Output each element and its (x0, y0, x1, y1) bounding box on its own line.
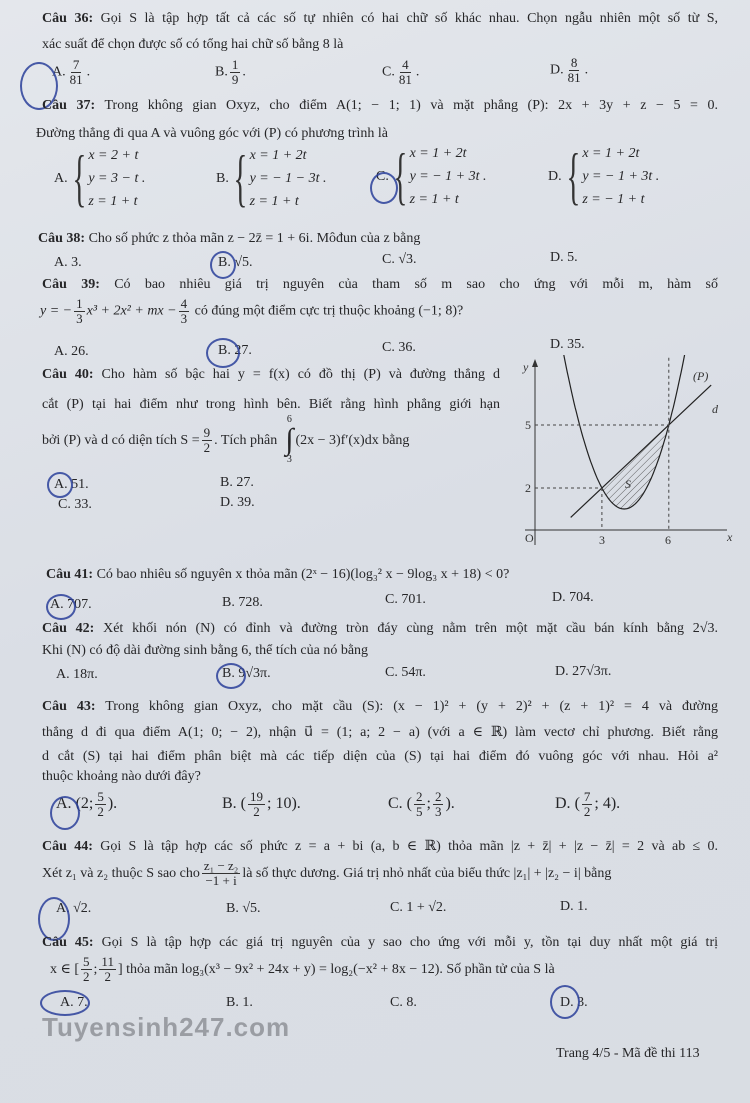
q40-option-c[interactable]: C. 33. (58, 497, 92, 512)
q41-option-b[interactable]: B. 728. (222, 595, 263, 610)
hand-circle-mark (216, 663, 246, 689)
hand-circle-mark (50, 796, 80, 830)
hand-circle-mark (206, 338, 240, 368)
q39-formula: y = − $\frac{1}{3}$ x³ + 2x² + mx − $\frac{4}{3}$ có đúng một điểm cực trị thuộc khoảng (−1; 8)? (40, 296, 464, 326)
q36-option-c[interactable]: C. $\frac{4}{81}$ . (382, 57, 420, 87)
q44-option-d[interactable]: D. 1. (560, 899, 588, 914)
q43-option-c[interactable]: C. ( $\frac{2}{5}$ ; $\frac{2}{3}$ ). (388, 789, 455, 819)
q42-option-b[interactable]: B. 9√3π. (222, 666, 271, 681)
hand-circle-mark (46, 594, 76, 620)
hand-circle-mark (370, 172, 398, 204)
q36-option-b[interactable]: B. $\frac{1}{9}$ . (215, 57, 246, 87)
x-tick-6: 6 (665, 533, 671, 547)
q36-line2: xác suất để chọn được số có tổng hai chữ số bằng 8 là (42, 37, 344, 52)
watermark: Tuyensinh247.com (42, 1012, 291, 1042)
q44-option-c[interactable]: C. 1 + √2. (390, 900, 447, 915)
q43-option-d[interactable]: D. ( $\frac{7}{2}$ ; 4). (555, 789, 621, 819)
q45-option-c[interactable]: C. 8. (390, 995, 417, 1010)
y-axis-arrow-icon (532, 359, 538, 367)
q45-option-b[interactable]: B. 1. (226, 995, 253, 1010)
q42-line1: Câu 42: Xét khối nón (N) có đỉnh và đường tròn đáy cùng nằm trên một mặt cầu bán kính bằng 2√3. (42, 621, 718, 636)
y-tick-2: 2 (525, 481, 531, 495)
hand-circle-mark (47, 472, 73, 498)
q40-option-d[interactable]: D. 39. (220, 495, 255, 510)
q37-option-c[interactable]: C. { x = 1 + 2t y = − 1 + 3t . z = 1 + t (376, 140, 487, 211)
q44-line2: Xét z₁ và z₂ thuộc S sao cho $\frac{\text{z₁ − z₂}}{-1 + i}$ là số thực dương. Giá trị nhỏ nhất của biểu thức |z₁| + |z₂ − i| bằng (42, 858, 612, 888)
q43-option-a[interactable]: A. (2; $\frac{5}{2}$ ). (56, 789, 118, 819)
x-axis-label: x (727, 530, 733, 544)
q40-line3: bởi (P) và d có diện tích S = $\frac{9}{2}$ . Tích phân 6 ∫ 3 (2x − 3)f′(x)dx bằng (42, 414, 410, 465)
q39-option-d[interactable]: D. 35. (550, 337, 585, 352)
q40-line2: cắt (P) tại hai điểm như trong hình bên. Biết rằng hình phẳng giới hạn (42, 397, 500, 412)
q45-line1: Câu 45: Gọi S là tập hợp các giá trị nguyên của y sao cho ứng với mỗi y, tồn tại duy nhất một giá trị (42, 935, 718, 950)
x-tick-3: 3 (599, 533, 605, 547)
q38-option-b[interactable]: B. √5. (218, 255, 253, 270)
q38-option-c[interactable]: C. √3. (382, 252, 417, 267)
q40-option-b[interactable]: B. 27. (220, 475, 254, 490)
q37-line1: Câu 37: Trong không gian Oxyz, cho điểm A(1; − 1; 1) và mặt phẳng (P): 2x + 3y + z − 5 = 0. (42, 98, 718, 113)
q36-label: Câu 36: (42, 11, 94, 26)
q43-line3: d cắt (S) tại hai điểm phân biệt mà các tiếp diện của (S) tại hai điểm đó vuông góc với nhau. Hỏi a² (42, 749, 718, 764)
q40-line1: Câu 40: Cho hàm số bậc hai y = f(x) có đồ thị (P) và đường thẳng d (42, 367, 500, 382)
q39-option-a[interactable]: A. 26. (54, 344, 89, 359)
hand-circle-mark (40, 990, 90, 1016)
y-tick-5: 5 (525, 418, 531, 432)
q37-option-d[interactable]: D. { x = 1 + 2t y = − 1 + 3t . z = − 1 + t (548, 140, 660, 211)
page-footer: Trang 4/5 - Mã đề thi 113 (556, 1046, 700, 1061)
q39-option-c[interactable]: C. 36. (382, 340, 416, 355)
q43-line1: Câu 43: Trong không gian Oxyz, cho mặt cầu (S): (x − 1)² + (y + 2)² + (z + 1)² = 4 và đường (42, 699, 719, 714)
q43-line4: thuộc khoảng nào dưới đây? (42, 769, 201, 784)
shaded-area-s (602, 425, 669, 509)
q43-line2: thẳng d đi qua điểm A(1; 0; − 2), nhận u⃗ = (1; a; 2 − a) (với a ∈ ℝ) làm vectơ chỉ phương. Biết rằng (42, 725, 718, 740)
q44-option-a[interactable]: A. √2. (56, 901, 92, 916)
q37-option-b[interactable]: B. { x = 1 + 2t y = − 1 − 3t . z = 1 + t (216, 142, 327, 213)
q45-line2: x ∈ [ $\frac{5}{2}$ ; $\frac{11}{2}$ ] thỏa mãn log₃(x³ − 9x² + 24x + y) = log₂(−x² + 8x − 12). Số phần tử của S là (50, 954, 555, 984)
q41-line1: Câu 41: Có bao nhiêu số nguyên x thỏa mãn (2ˣ − 16)(log₃² x − 9log₃ x + 18) < 0? (46, 567, 510, 582)
q42-option-d[interactable]: D. 27√3π. (555, 664, 612, 679)
q37-line2: Đường thẳng đi qua A và vuông góc với (P) có phương trình là (36, 126, 388, 141)
q44-option-b[interactable]: B. √5. (226, 901, 261, 916)
line-label-d: d (712, 402, 718, 416)
q42-line2: Khi (N) có độ dài đường sinh bằng 6, thể tích của nó bằng (42, 643, 369, 658)
q42-option-a[interactable]: A. 18π. (56, 667, 98, 682)
q36-line1 (42, 10, 718, 27)
curve-label-p: (P) (693, 369, 709, 383)
q41-option-d[interactable]: D. 704. (552, 590, 594, 605)
hand-circle-mark (550, 985, 580, 1019)
q38-line1: Câu 38: Cho số phức z thỏa mãn z − 2z̄ = 1 + 6i. Môđun của z bằng (38, 231, 421, 246)
q39-line1: Câu 39: Có bao nhiêu giá trị nguyên của tham số m sao cho ứng với mỗi m, hàm số (42, 277, 719, 292)
q44-line1: Câu 44: Gọi S là tập hợp các số phức z = a + bi (a, b ∈ ℝ) thỏa mãn |z + z̄| + |z − z̄| = 2 và ab ≤ 0. (42, 839, 719, 854)
y-axis-label: y (523, 360, 529, 374)
q40-option-a[interactable]: A. 51. (54, 477, 89, 492)
q36-option-d[interactable]: D. $\frac{8}{81}$ . (550, 55, 589, 85)
q36-text: Gọi S là tập hợp tất cả các số tự nhiên có hai chữ số khác nhau. Chọn ngẫu nhiên một số từ S, (100, 11, 719, 26)
origin-label: O (525, 531, 534, 545)
q45-option-d[interactable]: D. 3. (560, 995, 588, 1010)
q45-option-a[interactable]: A. 7. (60, 995, 88, 1010)
hand-circle-mark (210, 251, 236, 279)
q42-option-c[interactable]: C. 54π. (385, 665, 426, 680)
q41-option-a[interactable]: A. 707. (50, 597, 92, 612)
q38-option-a[interactable]: A. 3. (54, 255, 82, 270)
q37-option-a[interactable]: A. { x = 2 + t y = 3 − t . z = 1 + t (54, 142, 146, 213)
q39-option-b[interactable]: B. 27. (218, 343, 252, 358)
q41-option-c[interactable]: C. 701. (385, 592, 426, 607)
q36-option-a[interactable]: A. $\frac{7}{81}$ . (52, 57, 91, 87)
q43-option-b[interactable]: B. ( $\frac{19}{2}$ ; 10). (222, 789, 301, 819)
area-label-s: S (625, 477, 631, 491)
q38-option-d[interactable]: D. 5. (550, 250, 578, 265)
q40-graph (505, 355, 735, 555)
